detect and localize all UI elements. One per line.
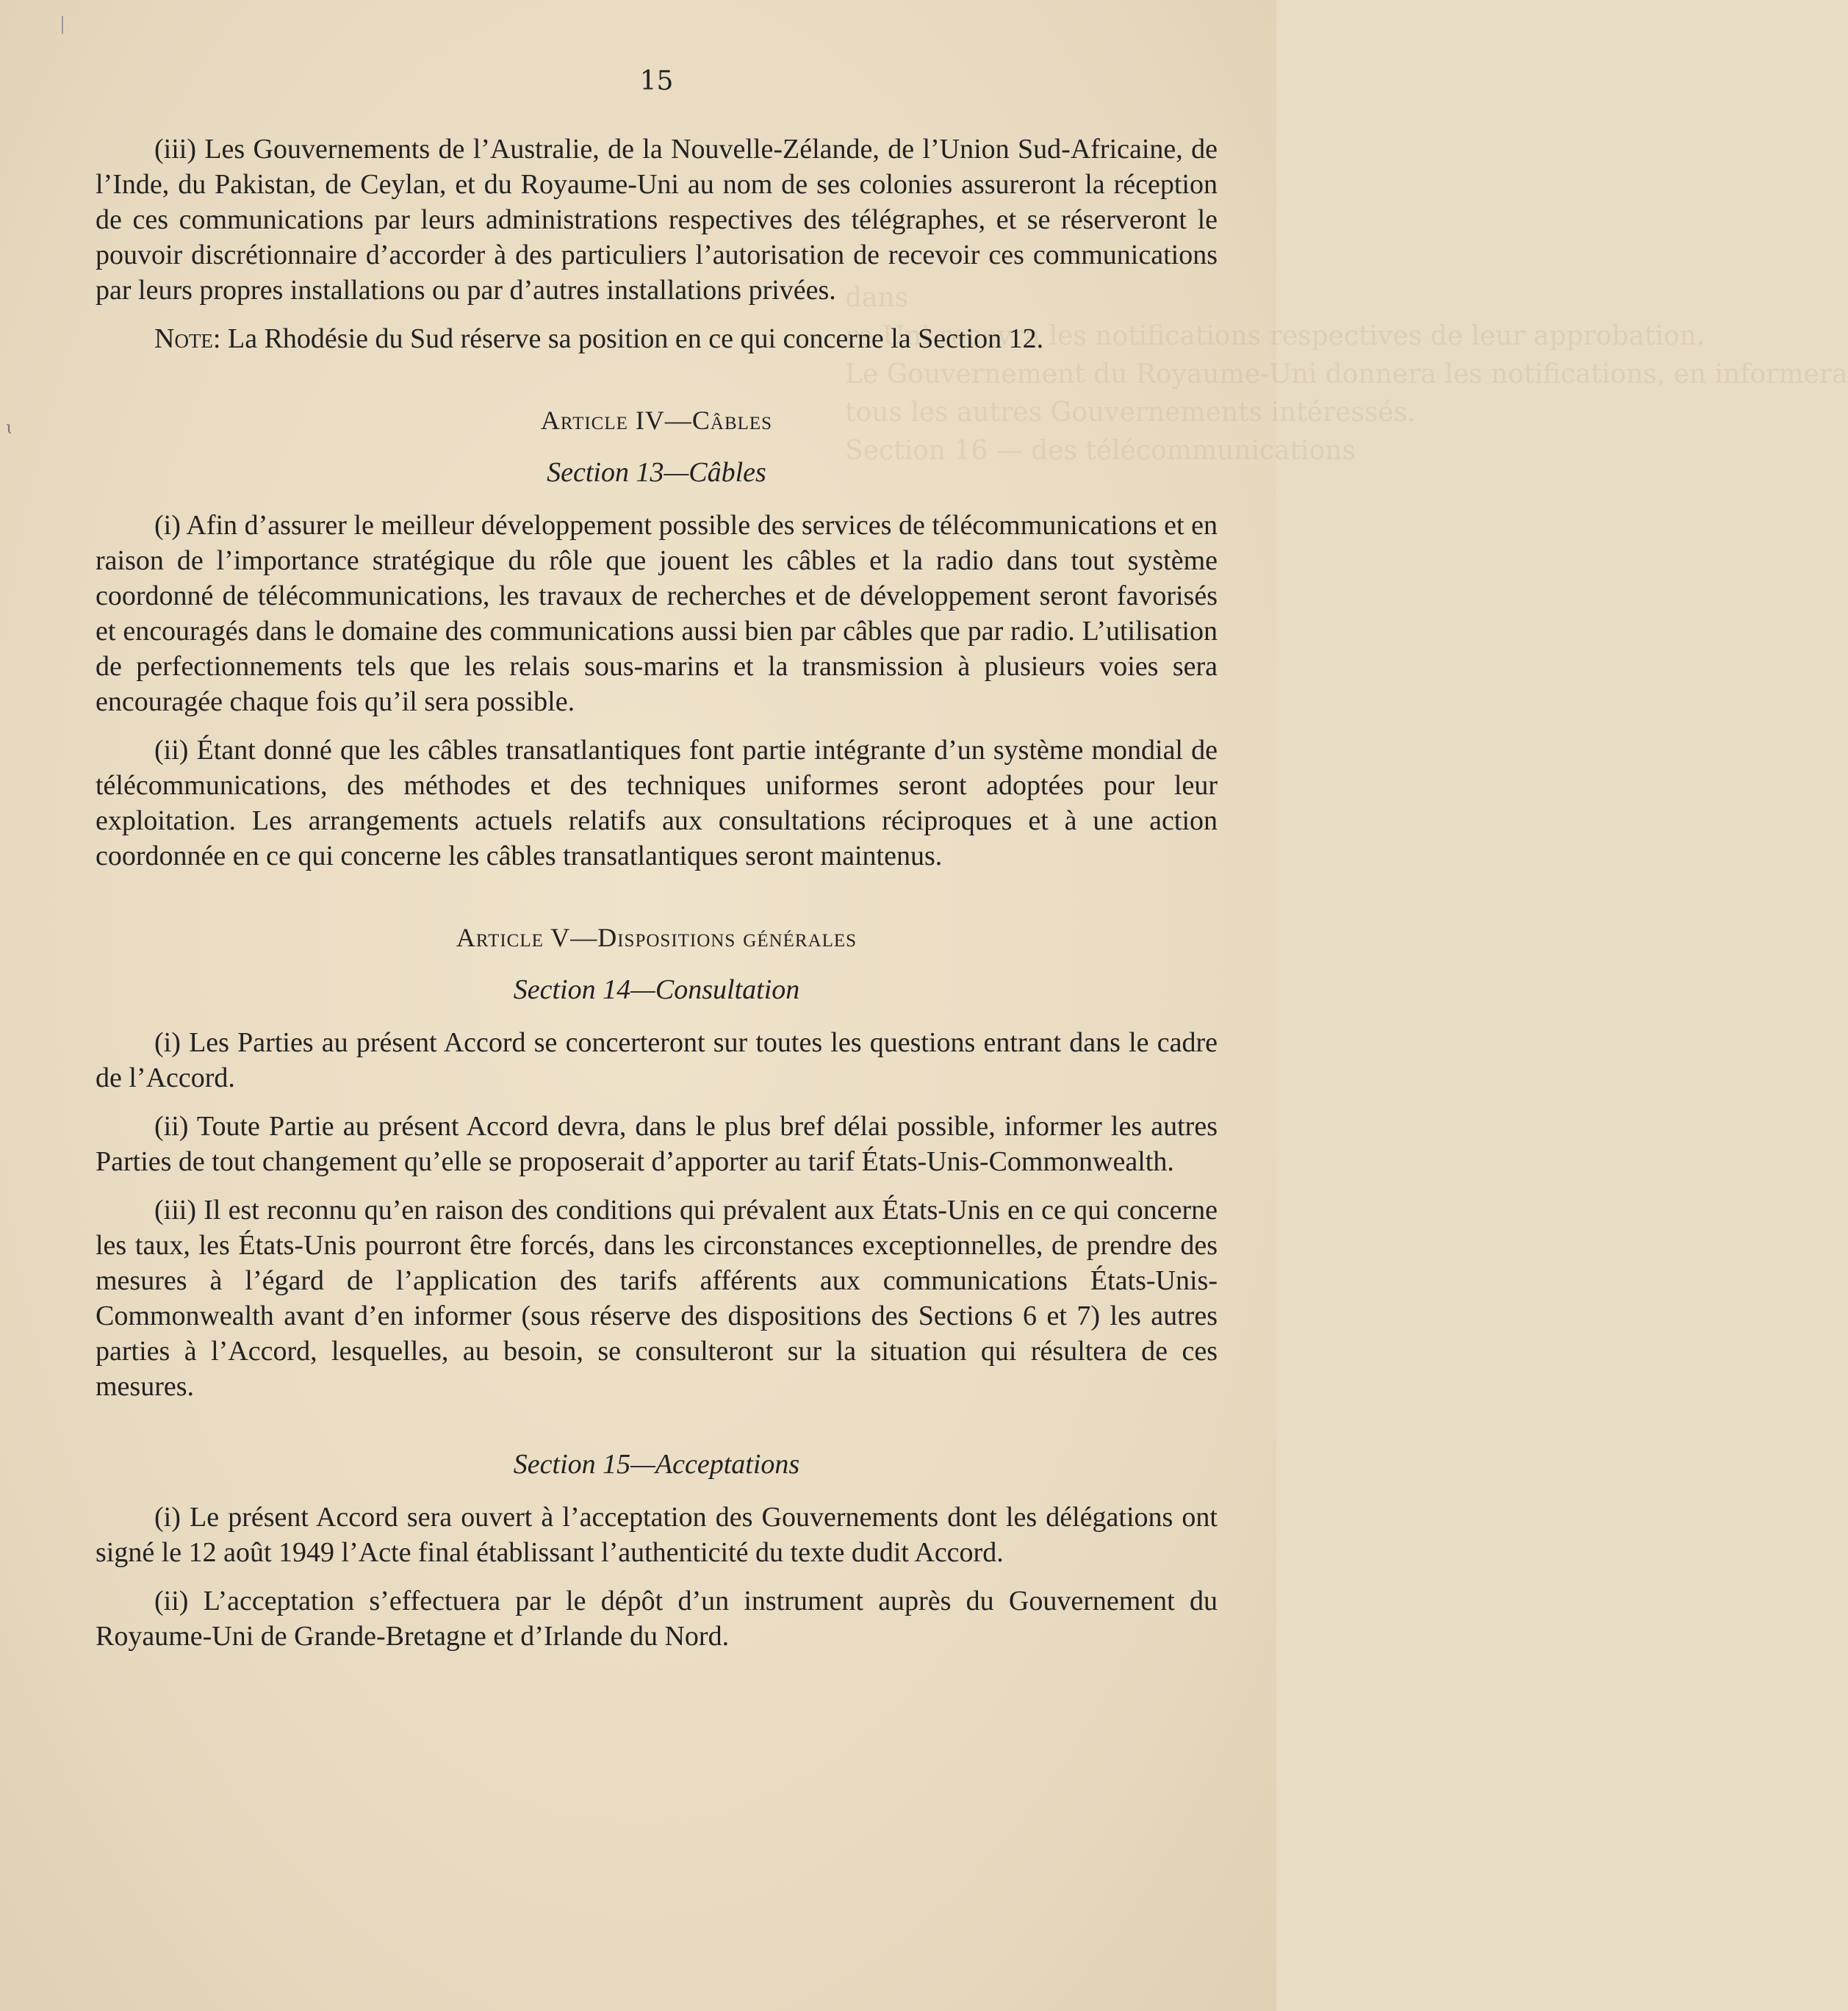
paragraph-text: Toute Partie au présent Accord devra, dans le plus bref délai possible, informer les autres Parties de tout changement qu’elle se proposerait d’apporter au tarif États-Unis-Commonwealth. (96, 1111, 1218, 1177)
margin-tick (62, 16, 63, 34)
paragraph-s15-i (96, 1500, 1218, 1570)
paragraph-s14-ii (96, 1109, 1218, 1179)
paragraph-text: L’acceptation s’effectuera par le dépôt d’un instrument auprès du Gouvernement du Royaume-Uni de Grande-Bretagne et d’Irlande du Nord. (96, 1586, 1218, 1652)
section-13-heading: Section 13—Câbles (547, 457, 766, 488)
paragraph-number: (ii) (154, 1111, 189, 1142)
paragraph-s13-i (96, 508, 1218, 719)
article-iv-heading: Article IV—Câbles (540, 406, 773, 435)
paragraph-number: (i) (154, 510, 181, 541)
paragraph-number: (iii) (154, 1195, 196, 1226)
paragraph-text: Afin d’assurer le meilleur développement possible des services de télécommunications et en raison de l’importance stratégique du rôle que jouent les câbles et la radio dans tout système coordonné de télécommunications, les travaux de recherches et de développement seront favorisés et encouragés dans le domaine des communications aussi bien par câbles que par radio. L’utilisation de perfectionnements tels que les relais sous-marins et la transmission à plusieurs voies sera encouragée chaque fois qu’il sera possible. (96, 510, 1218, 717)
bleed-line: tous les autres Gouvernements intéressés. (845, 397, 1416, 428)
paragraph-s13-ii (96, 733, 1218, 874)
page-number: 15 (639, 66, 674, 96)
bleed-through-text (845, 279, 1848, 500)
paragraph-s14-iii (96, 1192, 1218, 1404)
paragraph-text: Il est reconnu qu’en raison des conditions qui prévalent aux États-Unis en ce qui concerne les taux, les États-Unis pourront être forcés, dans les circonstances exceptionnelles, de prendre des mesures à l’égard de l’application des tarifs afférents aux communications États-Unis-Commonwealth avant d’en informer (sous réserve des dispositions des Sections 6 et 7) les autres parties à l’Accord, lesquelles, au besoin, se consulteront sur la situation qui résultera de ces mesures. (96, 1195, 1218, 1402)
article-v-heading: Article V—Dispositions générales (456, 923, 858, 952)
paragraph-number: (ii) (154, 735, 189, 766)
paragraph-s14-i (96, 1025, 1218, 1096)
paragraph-text: Les Parties au présent Accord se concerteront sur toutes les questions entrant dans le cadre de l’Accord. (96, 1027, 1218, 1093)
section-15-heading: Section 15—Acceptations (513, 1449, 800, 1480)
section-14-heading: Section 14—Consultation (513, 974, 800, 1005)
note-label: Note: (154, 323, 221, 354)
bleed-line: Section 16 — des télécommunications (845, 436, 1356, 466)
paragraph-number: (i) (154, 1502, 181, 1533)
paragraph-number: (i) (154, 1027, 181, 1058)
paragraph-s15-ii (96, 1583, 1218, 1654)
paragraph-text: Les Gouvernements de l’Australie, de la Nouvelle-Zélande, de l’Union Sud-Africaine, de l’Inde, du Pakistan, de Ceylan, et du Royaume-Uni au nom de ses colonies assureront la réception de ces communications par leurs administrations respectives des télégraphes, et se réserveront le pouvoir discrétionnaire d’accorder à des particuliers l’autorisation de recevoir ces communications par leurs propres installations ou par d’autres installations privées. (96, 134, 1218, 306)
paragraph-text: Le présent Accord sera ouvert à l’acceptation des Gouvernements dont les délégations ont signé le 12 août 1949 l’Acte final établissant l’authenticité du texte dudit Accord. (96, 1502, 1218, 1568)
note-text: La Rhodésie du Sud réserve sa position en ce qui concerne la Section 12. (227, 323, 1044, 354)
paragraph-text: Étant donné que les câbles transatlantiques font partie intégrante d’un système mondial de télécommunications, des méthodes et des techniques uniformes seront adoptées pour leur exploitation. Les arrangements actuels relatifs aux consultations réciproques et à une action coordonnée en ce qui concerne les câbles transatlantiques seront maintenus. (96, 735, 1218, 871)
margin-mark: ɩ (6, 417, 13, 438)
bleed-line: dans (845, 283, 909, 313)
bleed-line: re-Uni recevra les notifications respectives de leur approbation. (845, 321, 1705, 351)
paragraph-number: (iii) (154, 134, 196, 165)
paragraph-number: (ii) (154, 1586, 189, 1616)
bleed-line: Le Gouvernement du Royaume-Uni donnera les notifications, en informera (845, 359, 1848, 389)
